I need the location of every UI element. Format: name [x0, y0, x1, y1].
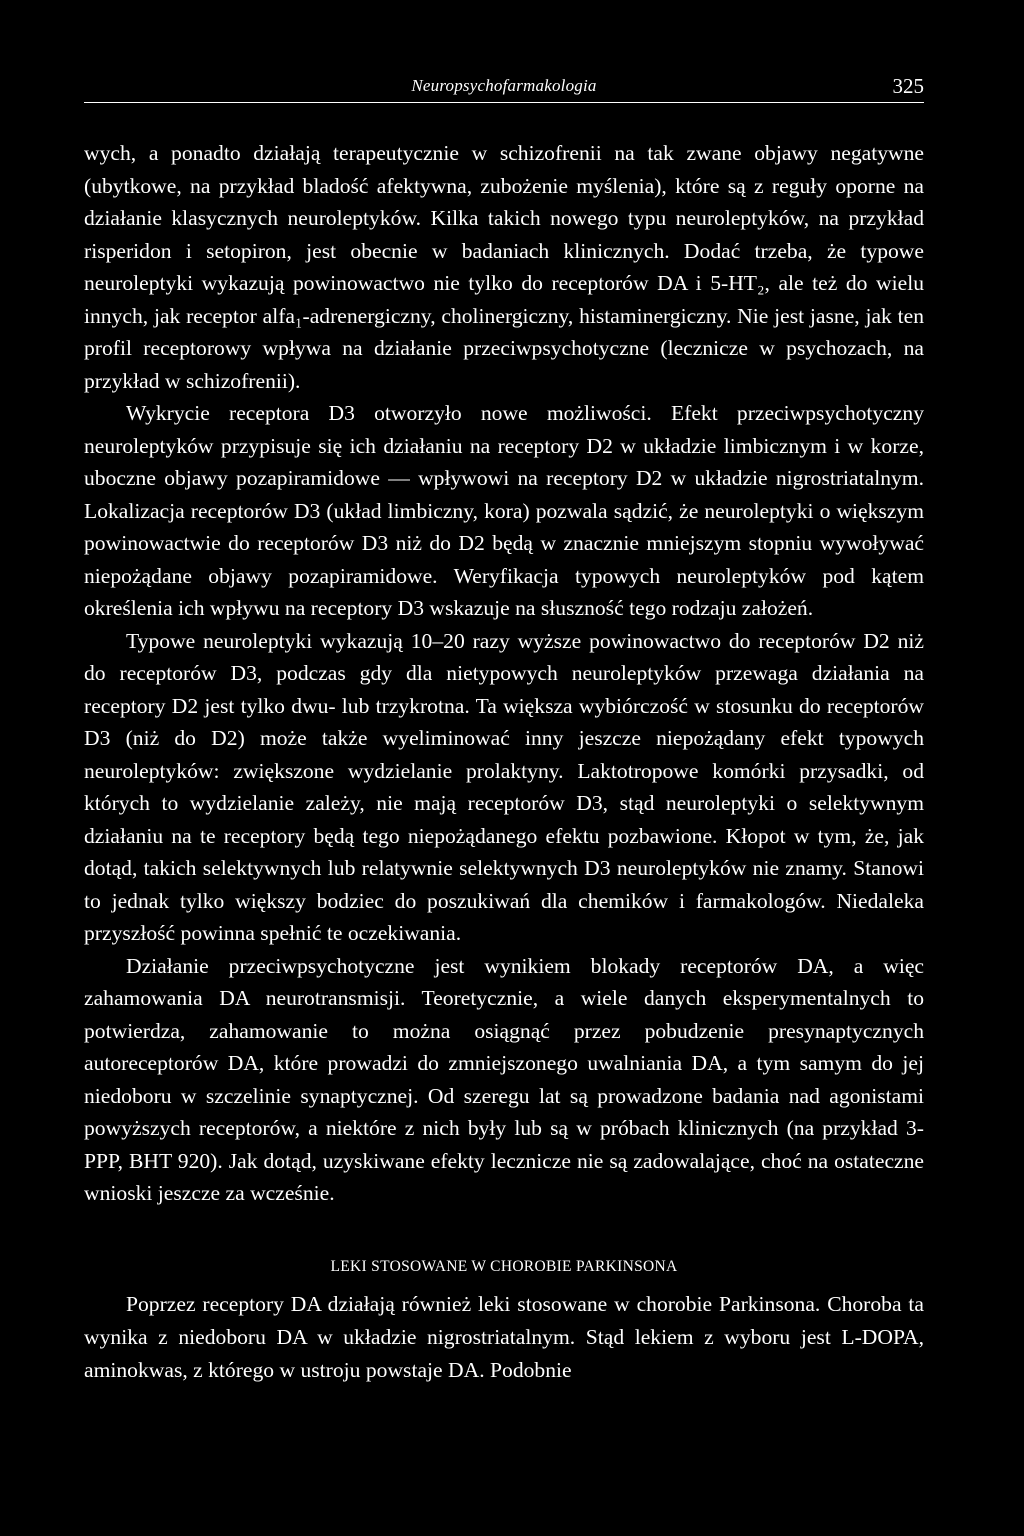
running-head	[84, 72, 924, 103]
page-number: 325	[892, 74, 924, 98]
section-heading: LEKI STOSOWANE W CHOROBIE PARKINSONA	[330, 1257, 678, 1275]
book-page	[84, 72, 924, 1387]
body-text	[84, 137, 924, 1210]
paragraph: Wykrycie receptora D3 otworzyło nowe możliwości. Efekt przeciwpsychotyczny neuroleptyków przypisuje się ich działaniu na receptory D2 w układzie limbicznym i w korze, uboczne objawy pozapiramidowe — wpływowi na receptory D2 w układzie nigrostriatalnym. Lokalizacja receptorów D3 (układ limbiczny, kora) pozwala sądzić, że neuroleptyki o większym powinowactwie do receptorów D3 niż do D2 będą w znacznie mniejszym stopniu wywoływać niepożądane objawy pozapiramidowe. Weryfikacja typowych neuroleptyków pod kątem określenia ich wpływu na receptory D3 wskazuje na słuszność tego rodzaju założeń.	[84, 401, 924, 620]
section-body	[84, 1288, 924, 1387]
paragraph: wych, a ponadto działają terapeutycznie w schizofrenii na tak zwane objawy negatywne (ubytkowe, na przykład bladość afektywna, zubożenie myślenia), które są z reguły oporne na działanie klasycznych neuroleptyków. Kilka takich nowego typu neuroleptyków, na przykład risperidon i setopiron, jest obecnie w badaniach klinicznych. Dodać trzeba, że typowe neuroleptyki wykazują powinowactwo nie tylko do receptorów DA i 5-HT₂, ale też do wielu innych, jak receptor alfa₁-adrenergiczny, cholinergiczny, histaminergiczny. Nie jest jasne, jak ten profil receptorowy wpływa na działanie przeciwpsychotyczne (lecznicze w psychozach, na przykład w schizofrenii).	[84, 141, 924, 393]
journal-title: Neuropsychofarmakologia	[411, 76, 597, 95]
paragraph: Działanie przeciwpsychotyczne jest wynikiem blokady receptorów DA, a więc zahamowania DA neurotransmisji. Teoretycznie, a wiele danych eksperymentalnych to potwierdza, zahamowanie to można osiągnąć przez pobudzenie presynaptycznych autoreceptorów DA, które prowadzi do zmniejszonego uwalniania DA, a tym samym do jej niedoboru w szczelinie synaptycznej. Od szeregu lat są prowadzone badania nad agonistami powyższych receptorów, a niektóre z nich były lub są w próbach klinicznych (na przykład 3-PPP, BHT 920). Jak dotąd, uzyskiwane efekty lecznicze nie są zadowalające, choć na ostateczne wnioski jeszcze za wcześnie.	[84, 953, 924, 1205]
paragraph: Poprzez receptory DA działają również leki stosowane w chorobie Parkinsona. Choroba ta wynika z niedoboru DA w układzie nigrostriatalnym. Stąd lekiem z wyboru jest L-DOPA, aminokwas, z którego w ustroju powstaje DA. Podobnie	[84, 1291, 924, 1382]
paragraph: Typowe neuroleptyki wykazują 10–20 razy wyższe powinowactwo do receptorów D2 niż do receptorów D3, podczas gdy dla nietypowych neuroleptyków przewaga działania na receptory D2 jest tylko dwu- lub trzykrotna. Ta większa wybiórczość w stosunku do receptorów D3 (niż do D2) może także wyeliminować inny jeszcze niepożądany efekt typowych neuroleptyków: zwiększone wydzielanie prolaktyny. Laktotropowe komórki przysadki, od których to wydzielanie zależy, nie mają receptorów D3, stąd neuroleptyki o selektywnym działaniu na te receptory będą tego niepożądanego efektu pozbawione. Kłopot w tym, że, jak dotąd, takich selektywnych lub relatywnie selektywnych D3 neuroleptyków nie znamy. Stanowi to jednak tylko większy bodziec do poszukiwań dla chemików i farmakologów. Niedaleka przyszłość powinna spełnić te oczekiwania.	[84, 628, 924, 945]
